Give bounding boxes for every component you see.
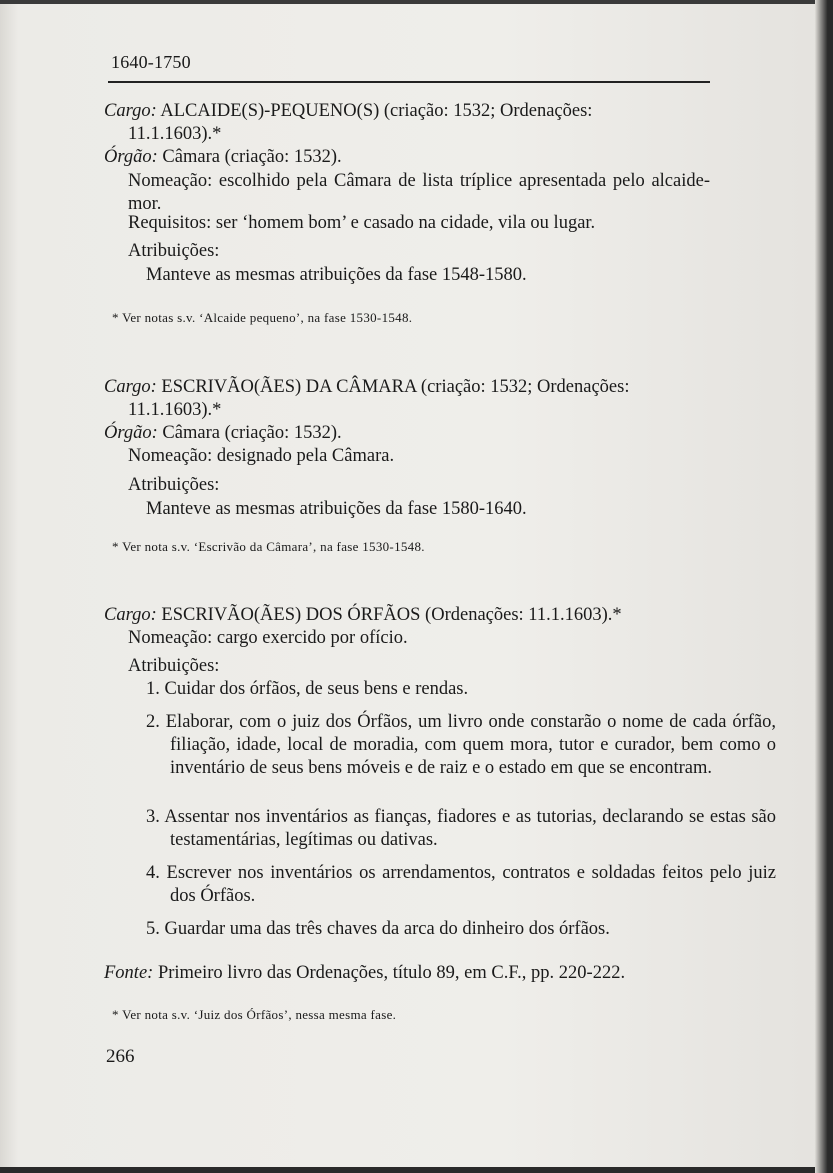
entry-2-cargo-continuation: 11.1.1603).* <box>128 400 222 420</box>
entry-1-orgao <box>104 146 710 169</box>
orgao-text: Câmara (criação: 1532). <box>157 423 342 443</box>
header-rule <box>108 81 710 83</box>
orgao-label: Órgão: <box>104 147 158 167</box>
entry-3-item-4: 4. Escrever nos inventários os arrendamentos, contratos e soldadas feitos pelo juiz dos Órfãos. <box>146 863 776 906</box>
entry-3-nomeacao: Nomeação: cargo exercido por ofício. <box>128 628 408 648</box>
entry-2-atribuicoes-text: Manteve as mesmas atribuições da fase 1580-1640. <box>146 499 527 519</box>
entry-3-item-5: 5. Guardar uma das três chaves da arca do dinheiro dos órfãos. <box>146 919 610 939</box>
entry-3-atribuicoes-label: Atribuições: <box>128 656 220 676</box>
entry-3-footnote: * Ver nota s.v. ‘Juiz dos Órfãos’, nessa mesma fase. <box>112 1007 397 1022</box>
entry-2-orgao <box>104 422 710 445</box>
cargo-title: ESCRIVÃO(ÃES) DOS ÓRFÃOS (Ordenações: 11.1.1603).* <box>156 605 622 625</box>
entry-1-atribuicoes-text: Manteve as mesmas atribuições da fase 1548-1580. <box>146 265 527 285</box>
entry-1-atribuicoes-label: Atribuições: <box>128 241 220 261</box>
entry-3-item-3: 3. Assentar nos inventários as fianças, fiadores e as tutorias, declarando se estas são testamentárias, legítimas ou dativas. <box>146 807 776 850</box>
entry-3-item-2: 2. Elaborar, com o juiz dos Órfãos, um livro onde constarão o nome de cada órfão, filiação, idade, local de moradia, com quem mora, tutor e curador, bem como o inventário de seus bens móveis e de raiz e o estado em que se encontram. <box>146 712 776 778</box>
cargo-label: Cargo: <box>104 377 157 397</box>
entry-2-cargo-line <box>104 376 710 399</box>
running-head: 1640-1750 <box>111 52 191 72</box>
entry-2-footnote: * Ver nota s.v. ‘Escrivão da Câmara’, na fase 1530-1548. <box>112 539 425 554</box>
entry-3-item-1: 1. Cuidar dos órfãos, de seus bens e rendas. <box>146 679 469 699</box>
orgao-text: Câmara (criação: 1532). <box>157 147 342 167</box>
entry-1-cargo-line <box>104 100 710 123</box>
entry-1-cargo-continuation: 11.1.1603).* <box>128 124 222 144</box>
entry-1-requisitos: Requisitos: ser ‘homem bom’ e casado na cidade, vila ou lugar. <box>128 213 596 233</box>
cargo-title: ALCAIDE(S)-PEQUENO(S) (criação: 1532; Ordenações: <box>156 101 593 121</box>
scan-bottom-edge <box>0 1167 833 1173</box>
entry-1-footnote: * Ver notas s.v. ‘Alcaide pequeno’, na fase 1530-1548. <box>112 310 413 325</box>
entry-3-cargo-line <box>104 604 710 627</box>
scan-top-edge <box>0 0 833 4</box>
entry-2-nomeacao: Nomeação: designado pela Câmara. <box>128 446 395 466</box>
entry-2-atribuicoes-label: Atribuições: <box>128 475 220 495</box>
cargo-title: ESCRIVÃO(ÃES) DA CÂMARA (criação: 1532; Ordenações: <box>156 377 630 397</box>
fonte-label: Fonte: <box>104 963 154 983</box>
fonte-text: Primeiro livro das Ordenações, título 89, em C.F., pp. 220-222. <box>153 963 626 983</box>
cargo-label: Cargo: <box>104 101 157 121</box>
orgao-label: Órgão: <box>104 423 158 443</box>
page-number: 266 <box>106 1046 135 1067</box>
cargo-label: Cargo: <box>104 605 157 625</box>
entry-3-fonte <box>104 962 710 985</box>
entry-1-nomeacao: Nomeação: escolhido pela Câmara de lista tríplice apresentada pelo alcaide-mor. <box>128 171 710 214</box>
